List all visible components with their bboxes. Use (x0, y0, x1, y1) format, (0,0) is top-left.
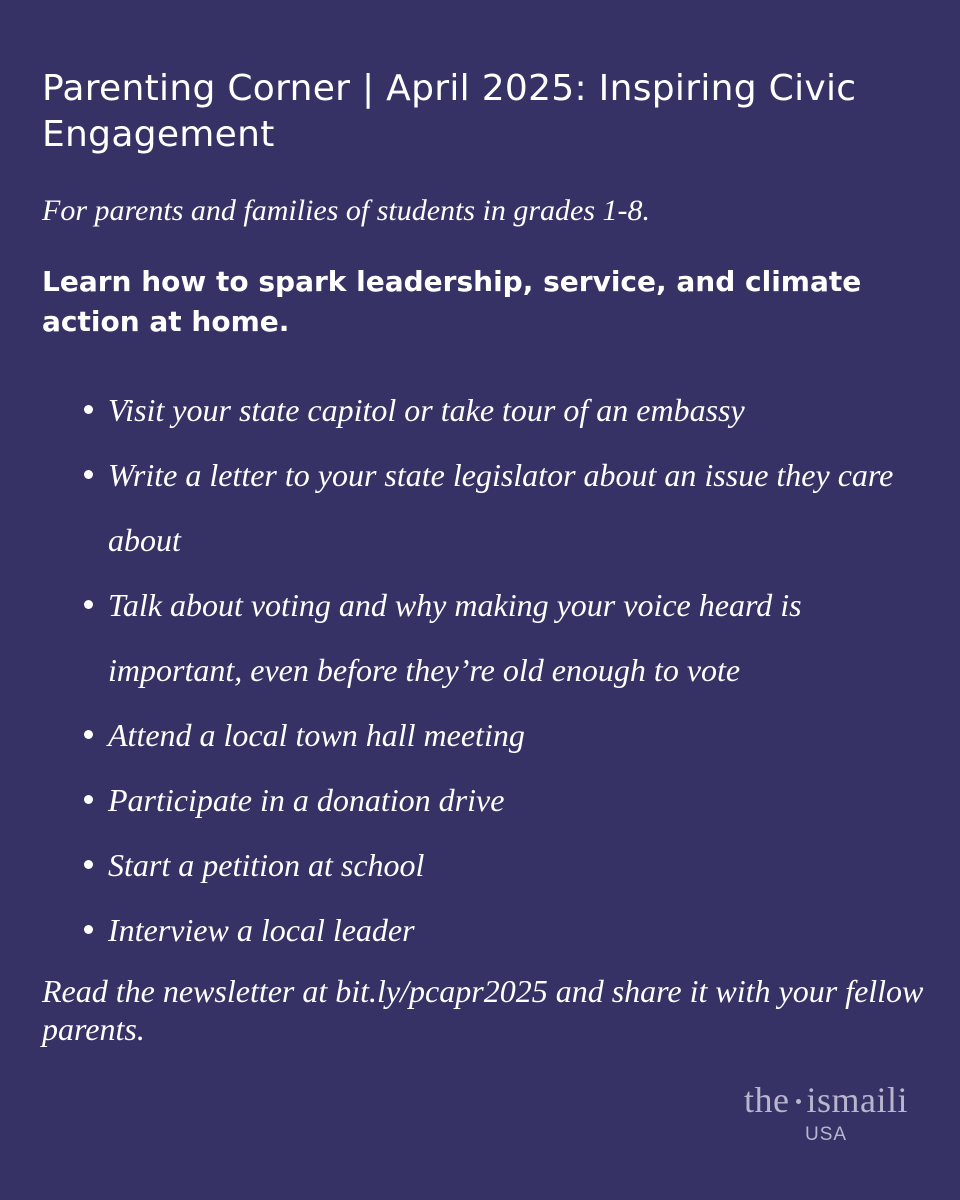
audience-subtitle: For parents and families of students in grades 1-8. (42, 194, 651, 227)
list-item-text: Write a letter to your state legislator about an issue they care about (108, 457, 894, 558)
bullet-icon (84, 925, 93, 934)
list-item (108, 768, 918, 833)
list-item-text: Interview a local leader (108, 912, 415, 948)
list-item-text: Participate in a donation drive (108, 782, 505, 818)
list-item-text: Attend a local town hall meeting (108, 717, 525, 753)
list-item-text: Talk about voting and why making your voice heard is important, even before they’re old enough to vote (108, 587, 802, 688)
list-item (108, 833, 918, 898)
list-item (108, 703, 918, 768)
list-item (108, 378, 918, 443)
logo-dot-icon (796, 1099, 801, 1104)
lead-statement: Learn how to spark leadership, service, and climate action at home. (42, 265, 862, 338)
bullet-icon (84, 600, 93, 609)
ismaili-logo (744, 1080, 908, 1146)
bullet-icon (84, 860, 93, 869)
bullet-icon (84, 470, 93, 479)
bullet-icon (84, 730, 93, 739)
newsletter-note: Read the newsletter at bit.ly/pcapr2025 and share it with your fellow parents. (42, 973, 924, 1047)
list-item (108, 573, 918, 703)
logo-region: USA (804, 1124, 848, 1145)
list-item-text: Visit your state capitol or take tour of an embassy (108, 392, 745, 428)
list-item (108, 898, 918, 963)
list-item (108, 443, 918, 573)
logo-wordmark (744, 1080, 908, 1120)
bullet-icon (84, 405, 93, 414)
page-title: Parenting Corner | April 2025: Inspiring Civic Engagement (42, 68, 857, 155)
bullet-icon (84, 795, 93, 804)
logo-word-left: the (744, 1080, 790, 1120)
activity-list (108, 378, 918, 963)
logo-word-right: ismaili (806, 1080, 908, 1120)
list-item-text: Start a petition at school (108, 847, 425, 883)
